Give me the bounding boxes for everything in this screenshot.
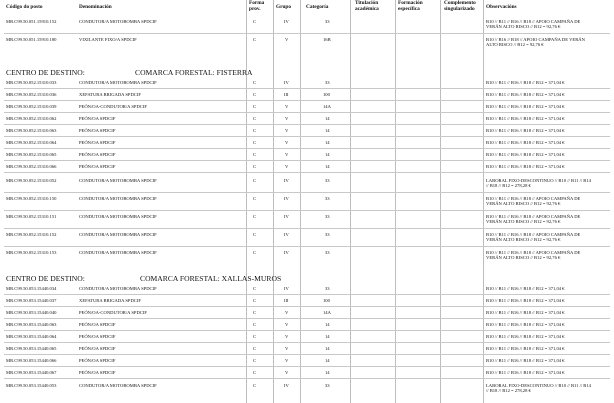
- row-observaciones: B10 // B11 // B16 // B18 // B12 = 371,04 €: [486, 322, 565, 327]
- row-divider: [4, 124, 610, 125]
- row-forma: C: [253, 346, 257, 351]
- row-code: MR.C99.50.051.15910.180: [6, 37, 57, 42]
- row-forma: C: [253, 178, 257, 183]
- row-code: MR.C99.50.053.15440.034: [6, 286, 57, 291]
- row-grupo: IV: [284, 250, 289, 255]
- row-code: MR.C99.50.053.15440.067: [6, 370, 57, 375]
- row-divider: [4, 136, 610, 137]
- row-categoria: 33: [325, 286, 330, 291]
- row-code: MR.C99.50.051.15910.152: [6, 19, 57, 24]
- row-grupo: V: [285, 37, 289, 42]
- row-categoria: 33: [325, 178, 330, 183]
- row-forma: C: [253, 232, 257, 237]
- row-categoria: 14: [325, 140, 330, 145]
- table-header: [0, 0, 614, 16]
- row-observaciones: LABORAL FIXO-DESCONTINUO // B10 // B11 // B14 // B18 // B12 = 278,28 €: [486, 178, 591, 188]
- row-observaciones: B10 // B11 // B16 // B18 // B12 = 371,04 €: [486, 286, 565, 291]
- row-grupo: IV: [284, 80, 289, 85]
- row-categoria: 33: [325, 383, 330, 388]
- row-name: PEÓN/OA SPDCIF: [79, 346, 116, 351]
- row-observaciones: B10 // B11 // B16 // B18 // B12 = 371,04 €: [486, 80, 565, 85]
- row-grupo: V: [285, 164, 289, 169]
- row-code: MR.C99.50.052.15310.066: [6, 164, 57, 169]
- row-name: CONDUTOR/A MOTOBOMBA SPDCIF: [79, 80, 157, 85]
- row-divider: [4, 306, 610, 307]
- row-observaciones: B10 // B11 // B16 // B18 // APOIO CAMPAÑA DE VERÁN ALTO RISCO // B12 = 92,76 €: [486, 250, 581, 260]
- row-grupo: IV: [284, 19, 289, 24]
- header-code: Código do posto: [6, 4, 43, 10]
- section-area: COMARCA FORESTAL: XALLAS-MUROS: [140, 274, 282, 283]
- header-grupo: Grupo: [276, 4, 292, 10]
- row-name: CONDUTOR/A MOTOBOMBA SPDCIF: [79, 383, 157, 388]
- row-code: MR.C99.50.053.15440.053: [6, 383, 57, 388]
- row-observaciones: B10 // B11 // B16 // B18 // B12 = 371,04 €: [486, 140, 565, 145]
- row-name: CONDUTOR/A MOTOBOMBA SPDCIF: [79, 250, 157, 255]
- row-name: PEÓN/OA SPDCIF: [79, 358, 116, 363]
- row-forma: C: [253, 250, 257, 255]
- row-grupo: V: [285, 116, 289, 121]
- row-categoria: 14: [325, 322, 330, 327]
- row-observaciones: B10 // B11 // B16 // B18 // B12 = 371,04 €: [486, 116, 565, 121]
- row-divider: [4, 366, 610, 367]
- row-divider: [4, 33, 610, 34]
- row-grupo: III: [284, 298, 289, 303]
- row-divider: [4, 100, 610, 101]
- row-grupo: V: [285, 334, 289, 339]
- row-forma: C: [253, 128, 257, 133]
- row-categoria: 33: [325, 250, 330, 255]
- row-name: CONDUTOR/A MOTOBOMBA SPDCIF: [79, 232, 157, 237]
- row-grupo: V: [285, 152, 289, 157]
- row-categoria: 14: [325, 152, 330, 157]
- row-grupo: III: [284, 92, 289, 97]
- header-complemento: Complemento singularizado: [444, 0, 476, 12]
- row-forma: C: [253, 322, 257, 327]
- row-observaciones: B10 // B11 // B16 // B18 // B12 = 371,04 €: [486, 152, 565, 157]
- row-code: MR.C99.50.052.15310.063: [6, 128, 57, 133]
- row-categoria: 14A: [323, 104, 331, 109]
- row-code: MR.C99.50.052.15310.151: [6, 214, 57, 219]
- row-categoria: 14: [325, 128, 330, 133]
- row-divider: [4, 228, 610, 229]
- row-code: MR.C99.50.052.15310.152: [6, 232, 57, 237]
- row-code: MR.C99.50.053.15440.066: [6, 358, 57, 363]
- row-forma: C: [253, 196, 257, 201]
- row-categoria: 33: [325, 80, 330, 85]
- row-forma: C: [253, 334, 257, 339]
- section-header-xallas-muros: [0, 274, 614, 286]
- header-forma: Forma prov.: [249, 0, 265, 12]
- row-divider: [4, 172, 610, 173]
- section-header-fisterra: [0, 68, 614, 80]
- row-code: MR.C99.50.052.15310.039: [6, 104, 57, 109]
- row-categoria: 14: [325, 334, 330, 339]
- row-name: VIXILANTE FIXO/A SPDCIF: [79, 37, 137, 42]
- row-forma: C: [253, 37, 257, 42]
- row-code: MR.C99.50.053.15440.064: [6, 334, 57, 339]
- row-categoria: 33: [325, 214, 330, 219]
- row-forma: C: [253, 164, 257, 169]
- row-divider: [4, 160, 610, 161]
- row-divider: [4, 112, 610, 113]
- row-grupo: IV: [284, 214, 289, 219]
- row-categoria: 14: [325, 164, 330, 169]
- row-code: MR.C99.50.052.15310.033: [6, 80, 57, 85]
- row-observaciones: B10 // B11 // B16 // B18 // B12 = 371,04 €: [486, 298, 565, 303]
- header-categoria: Categoría: [306, 4, 329, 10]
- row-forma: C: [253, 80, 257, 85]
- row-divider: [4, 148, 610, 149]
- row-name: CONDUTOR/A MOTOBOMBA SPDCIF: [79, 214, 157, 219]
- row-observaciones: B10 // B11 // B16 // B18 // APOIO CAMPAÑA DE VERÁN ALTO RISCO // B12 = 92,76 €: [486, 214, 581, 224]
- row-code: MR.C99.50.052.15310.065: [6, 152, 57, 157]
- row-forma: C: [253, 104, 257, 109]
- row-categoria: 16B: [323, 37, 331, 42]
- row-grupo: V: [285, 346, 289, 351]
- row-name: PEÓN/OA-CONDUTOR/A SPDCIF: [79, 104, 147, 109]
- section-title: CENTRO DE DESTINO:: [6, 274, 85, 283]
- row-forma: C: [253, 286, 257, 291]
- section-title: CENTRO DE DESTINO:: [6, 68, 85, 77]
- row-observaciones: B10 // B11 // B16 // B18 // B12 = 371,04 €: [486, 334, 565, 339]
- row-categoria: 33: [325, 232, 330, 237]
- row-forma: C: [253, 298, 257, 303]
- row-grupo: V: [285, 128, 289, 133]
- header-name: Denominación: [79, 4, 112, 10]
- row-observaciones: B10 // B11 // B16 // B18 // APOIO CAMPAÑA DE VERÁN ALTO RISCO // B12 = 92,76 €: [486, 19, 581, 29]
- row-observaciones: B10 // B16 // B18 // APOIO CAMPAÑA DE VERÁN ALTO RISCO // B12 = 92,76 €: [486, 37, 585, 47]
- row-divider: [4, 378, 610, 379]
- row-name: PEÓN/OA SPDCIF: [79, 128, 116, 133]
- section-area: COMARCA FORESTAL: FISTERRA: [135, 68, 253, 77]
- row-categoria: 14: [325, 370, 330, 375]
- row-grupo: V: [285, 104, 289, 109]
- row-divider: [4, 192, 610, 193]
- row-name: XEFATURA BRIGADA SPDCIF: [79, 92, 141, 97]
- row-code: MR.C99.50.053.15440.040: [6, 310, 57, 315]
- row-code: MR.C99.50.052.15310.052: [6, 178, 57, 183]
- row-divider: [4, 330, 610, 331]
- header-titulacion: Titulación académica: [355, 0, 379, 12]
- row-divider: [4, 342, 610, 343]
- row-grupo: V: [285, 310, 289, 315]
- row-forma: C: [253, 358, 257, 363]
- row-name: PEÓN/OA-CONDUTOR/A SPDCIF: [79, 310, 147, 315]
- row-grupo: V: [285, 322, 289, 327]
- row-code: MR.C99.50.053.15440.063: [6, 322, 57, 327]
- row-divider: [4, 246, 610, 247]
- row-divider: [4, 354, 610, 355]
- row-observaciones: B10 // B11 // B16 // B18 // B12 = 371,04 €: [486, 346, 565, 351]
- row-divider: [4, 210, 610, 211]
- row-name: PEÓN/OA SPDCIF: [79, 334, 116, 339]
- header-observaciones: Observacións: [486, 4, 517, 10]
- row-grupo: IV: [284, 383, 289, 388]
- row-categoria: 14: [325, 116, 330, 121]
- row-name: PEÓN/OA SPDCIF: [79, 140, 116, 145]
- row-name: PEÓN/OA SPDCIF: [79, 322, 116, 327]
- row-code: MR.C99.50.052.15310.153: [6, 250, 57, 255]
- row-observaciones: B10 // B11 // B16 // B18 // B12 = 371,04 €: [486, 164, 565, 169]
- row-code: MR.C99.50.052.15310.150: [6, 196, 57, 201]
- row-code: MR.C99.50.053.15440.037: [6, 298, 57, 303]
- row-forma: C: [253, 383, 257, 388]
- row-divider: [4, 318, 610, 319]
- row-grupo: IV: [284, 196, 289, 201]
- row-observaciones: B10 // B11 // B16 // B18 // B12 = 371,04 €: [486, 104, 565, 109]
- row-forma: C: [253, 310, 257, 315]
- row-observaciones: B10 // B11 // B16 // B18 // B12 = 371,04 €: [486, 310, 565, 315]
- row-grupo: IV: [284, 232, 289, 237]
- row-forma: C: [253, 116, 257, 121]
- row-observaciones: B10 // B11 // B16 // B18 // APOIO CAMPAÑA DE VERÁN ALTO RISCO // B12 = 92,76 €: [486, 232, 581, 242]
- row-categoria: 14: [325, 346, 330, 351]
- row-categoria: 14: [325, 358, 330, 363]
- row-observaciones: B10 // B11 // B16 // B18 // APOIO CAMPAÑA DE VERÁN ALTO RISCO // B12 = 92,76 €: [486, 196, 581, 206]
- row-observaciones: B10 // B11 // B16 // B18 // B12 = 371,04 €: [486, 128, 565, 133]
- row-observaciones: B10 // B11 // B16 // B18 // B12 = 371,04 €: [486, 370, 565, 375]
- header-formacion: Formación específica: [398, 0, 423, 12]
- row-categoria: 33: [325, 19, 330, 24]
- row-grupo: IV: [284, 178, 289, 183]
- row-grupo: V: [285, 140, 289, 145]
- row-code: MR.C99.50.052.15310.064: [6, 140, 57, 145]
- row-name: CONDUTOR/A MOTOBOMBA SPDCIF: [79, 286, 157, 291]
- row-name: PEÓN/OA SPDCIF: [79, 152, 116, 157]
- row-forma: C: [253, 140, 257, 145]
- row-name: PEÓN/OA SPDCIF: [79, 164, 116, 169]
- row-name: PEÓN/OA SPDCIF: [79, 370, 116, 375]
- row-forma: C: [253, 152, 257, 157]
- row-categoria: 100: [323, 92, 330, 97]
- row-observaciones: LABORAL FIXO-DESCONTINUO // B10 // B11 // B14 // B18 // B12 = 278,28 €: [486, 383, 591, 393]
- row-divider: [4, 88, 610, 89]
- row-name: PEÓN/OA SPDCIF: [79, 116, 116, 121]
- row-grupo: V: [285, 370, 289, 375]
- row-grupo: V: [285, 358, 289, 363]
- row-categoria: 14A: [323, 310, 331, 315]
- row-divider: [4, 294, 610, 295]
- row-forma: C: [253, 214, 257, 219]
- row-name: XEFATURA BRIGADA SPDCIF: [79, 298, 141, 303]
- row-categoria: 33: [325, 196, 330, 201]
- row-code: MR.C99.50.053.15440.065: [6, 346, 57, 351]
- row-observaciones: B10 // B11 // B16 // B18 // B12 = 371,04 €: [486, 358, 565, 363]
- row-forma: C: [253, 370, 257, 375]
- row-name: CONDUTOR/A MOTOBOMBA SPDCIF: [79, 196, 157, 201]
- row-code: MR.C99.50.052.15310.036: [6, 92, 57, 97]
- row-name: CONDUTOR/A MOTOBOMBA SPDCIF: [79, 178, 157, 183]
- row-name: CONDUTOR/A MOTOBOMBA SPDCIF: [79, 19, 157, 24]
- row-code: MR.C99.50.052.15310.062: [6, 116, 57, 121]
- row-grupo: IV: [284, 286, 289, 291]
- row-observaciones: B10 // B11 // B16 // B18 // B12 = 371,04 €: [486, 92, 565, 97]
- row-categoria: 100: [323, 298, 330, 303]
- row-forma: C: [253, 19, 257, 24]
- row-forma: C: [253, 92, 257, 97]
